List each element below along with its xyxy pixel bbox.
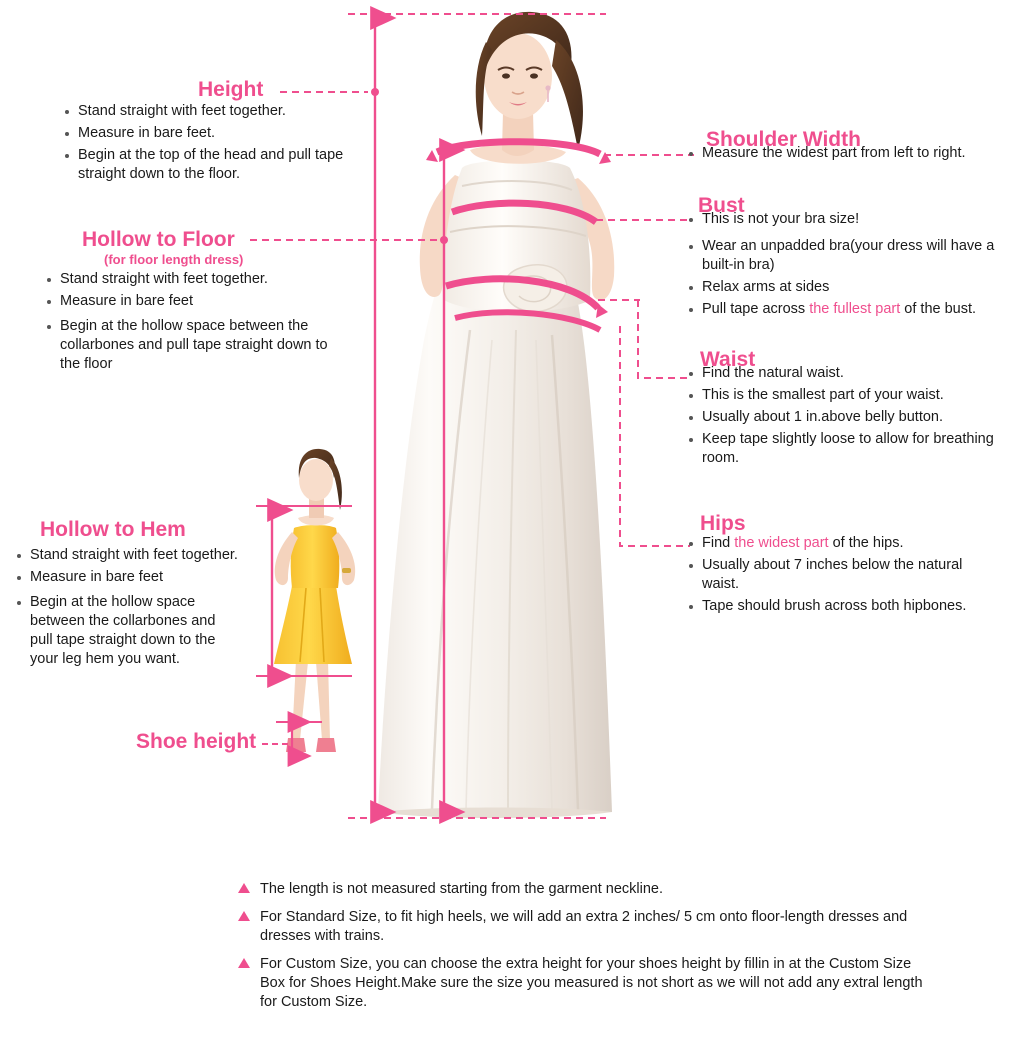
list-item: Wear an unpadded bra(your dress will have a built-in bra) — [686, 237, 1011, 275]
list-item: This is not your bra size! — [686, 210, 1011, 229]
short-dress-model-figure — [274, 449, 355, 752]
shoulder-width-title: Shoulder Width — [706, 128, 861, 151]
shoulder-width-bullets — [686, 144, 1006, 166]
list-item: Pull tape across the fullest part of the bust. — [686, 300, 1011, 319]
footnotes — [238, 880, 938, 1021]
bust-bullets — [686, 210, 1011, 322]
list-item: Measure in bare feet — [14, 568, 239, 587]
footnote — [238, 955, 938, 1012]
list-item: Usually about 7 inches below the natural waist. — [686, 556, 1001, 594]
list-item: This is the smallest part of your waist. — [686, 386, 996, 405]
list-item: Stand straight with feet together. — [62, 102, 362, 121]
footnote — [238, 908, 938, 946]
list-item: Begin at the hollow space between the collarbones and pull tape straight down to the floor — [44, 317, 334, 374]
list-item: Measure the widest part from left to right. — [686, 144, 1006, 163]
hollow-to-hem-title: Hollow to Hem — [40, 518, 186, 541]
hollow-to-floor-bullets — [44, 270, 334, 377]
footnote-text: For Custom Size, you can choose the extra height for your shoes height by fillin in at the Custom Size Box for Shoes Height.Make sure the size you measured is not short as we will not add any extral length for Custom Size. — [260, 956, 923, 1010]
warning-triangle-icon — [238, 958, 250, 968]
shoe-height-title: Shoe height — [136, 730, 257, 753]
height-title: Height — [198, 78, 264, 101]
list-item: Usually about 1 in.above belly button. — [686, 408, 996, 427]
waist-title: Waist — [700, 348, 756, 371]
hollow-to-floor-subtitle: (for floor length dress) — [104, 252, 244, 267]
bust-title: Bust — [698, 194, 745, 217]
list-item: Relax arms at sides — [686, 278, 1011, 297]
footnote — [238, 880, 938, 899]
warning-triangle-icon — [238, 911, 250, 921]
hollow-to-floor-title: Hollow to Floor — [82, 228, 235, 251]
list-item: Measure in bare feet — [44, 292, 334, 311]
list-item: Measure in bare feet. — [62, 124, 362, 143]
bust-highlight: the fullest part — [809, 301, 901, 317]
tall-model-figure — [378, 12, 614, 818]
list-item: Keep tape slightly loose to allow for breathing room. — [686, 430, 996, 468]
waist-bullets — [686, 364, 996, 471]
hips-highlight: the widest part — [734, 535, 829, 551]
list-item: Find the natural waist. — [686, 364, 996, 383]
list-item: Tape should brush across both hipbones. — [686, 597, 1001, 616]
hips-title: Hips — [700, 512, 746, 535]
footnote-text: For Standard Size, to fit high heels, we will add an extra 2 inches/ 5 cm onto floor-length dresses and dresses with trains. — [260, 909, 908, 944]
footnote-text: The length is not measured starting from the garment neckline. — [260, 881, 663, 897]
list-item: Stand straight with feet together. — [44, 270, 334, 289]
list-item: Stand straight with feet together. — [14, 546, 239, 565]
hollow-to-hem-bullets — [14, 546, 239, 672]
hips-bullets — [686, 534, 1001, 619]
list-item: Begin at the top of the head and pull tape straight down to the floor. — [62, 146, 362, 184]
warning-triangle-icon — [238, 883, 250, 893]
list-item: Find the widest part of the hips. — [686, 534, 1001, 553]
height-bullets — [62, 102, 362, 187]
list-item: Begin at the hollow space between the collarbones and pull tape straight down to the your leg hem you want. — [14, 593, 239, 669]
